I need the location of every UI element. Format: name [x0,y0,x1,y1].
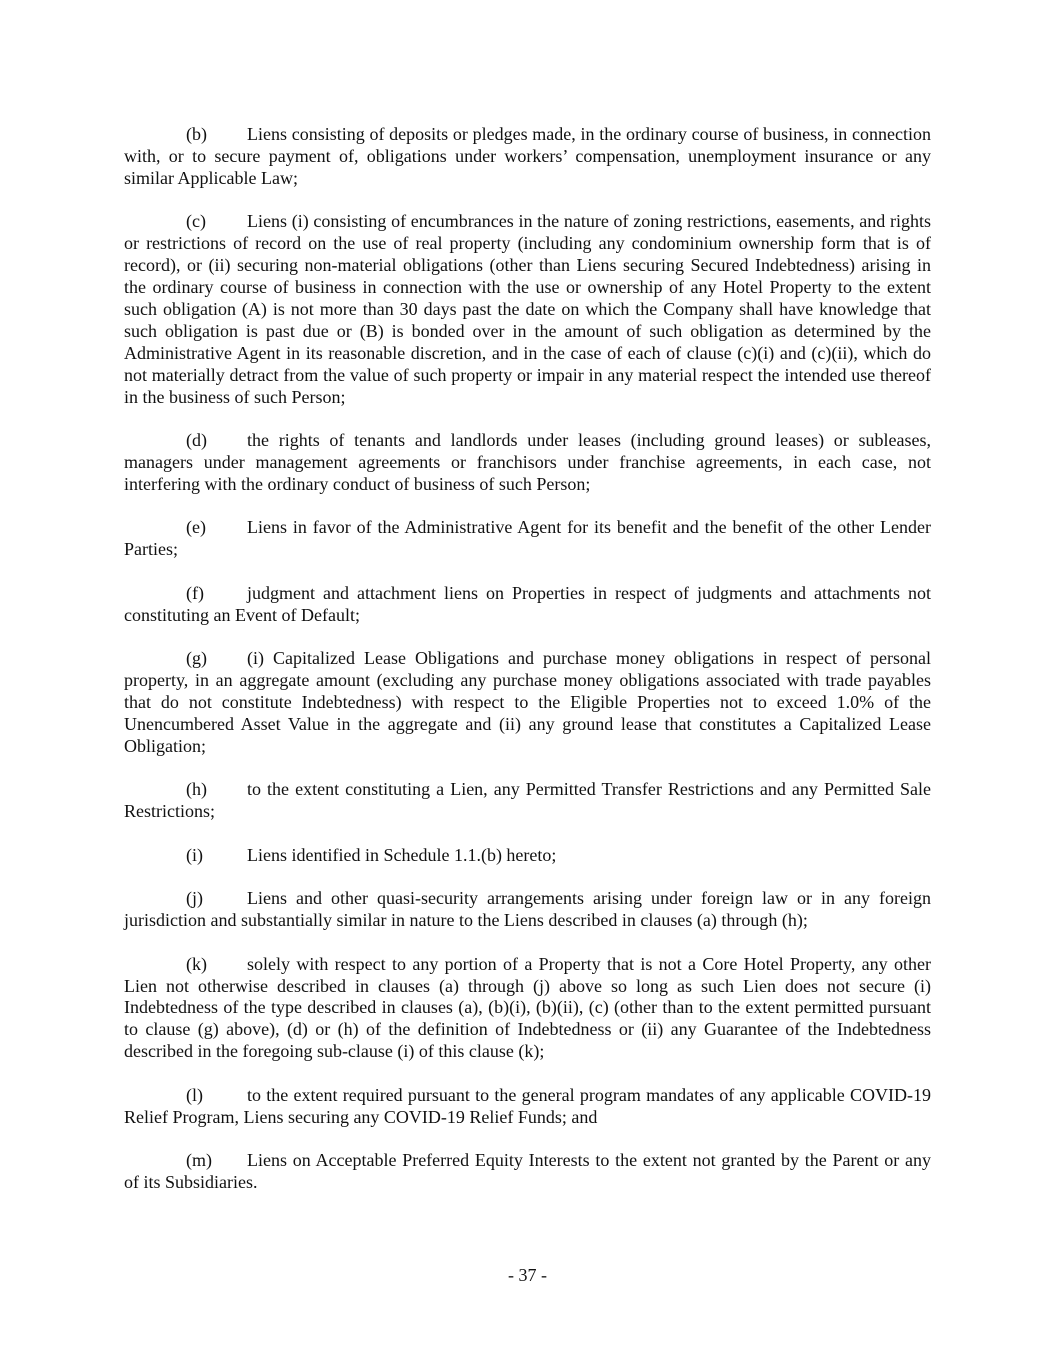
clause-text: Liens on Acceptable Preferred Equity Interests to the extent not granted by the Parent or any of its Subsidiaries. [124,1150,931,1193]
clause-text: Liens in favor of the Administrative Agent for its benefit and the benefit of the other Lender Parties; [124,517,931,560]
clause-label: (c) [186,211,206,232]
clause-text: to the extent required pursuant to the general program mandates of any applicable COVID-19 Relief Program, Liens securing any COVID-19 Relief Funds; and [124,1084,931,1127]
clause-label: (m) [186,1150,212,1171]
clause-i [124,845,931,867]
document-body [124,124,931,1216]
clause-j [124,888,931,932]
clause-text: Liens identified in Schedule 1.1.(b) hereto; [247,844,557,865]
clause-label: (d) [186,430,207,451]
clause-d [124,430,931,496]
clause-e [124,517,931,561]
clause-g [124,648,931,758]
clause-text: the rights of tenants and landlords under leases (including ground leases) or subleases, managers under management agreements or franchisors under franchise agreements, in each case, not interfering with the ordinary conduct of business of such Person; [124,430,931,494]
clause-text: solely with respect to any portion of a Property that is not a Core Hotel Property, any other Lien not otherwise described in clauses (a) through (j) above so long as such Lien does not secure (i) Indebtedness of the type described in clauses (a), (b)(i), (b)(ii), (c) (other than to the extent permitted pursuant to clause (g) above), (d) or (h) of the definition of Indebtedness or (ii) any Guarantee of the Indebtedness described in the foregoing sub-clause (i) of this clause (k); [124,953,931,1062]
clause-label: (k) [186,953,207,974]
clause-b [124,124,931,190]
clause-text: Liens consisting of deposits or pledges made, in the ordinary course of business, in connection with, or to secure payment of, obligations under workers’ compensation, unemployment insurance or any similar Applicable Law; [124,124,931,188]
clause-text: (i) Capitalized Lease Obligations and purchase money obligations in respect of personal property, in an aggregate amount (excluding any purchase money obligations associated with trade payables that do not constitute Indebtedness) with respect to the Eligible Properties not to exceed 1.0% of the Unencumbered Asset Value in the aggregate and (ii) any ground lease that constitutes a Capitalized Lease Obligation; [124,648,931,756]
clause-f [124,583,931,627]
page-number: - 37 - [508,1265,547,1285]
clause-text: judgment and attachment liens on Properties in respect of judgments and attachments not constituting an Event of Default; [124,582,931,625]
clause-label: (e) [186,517,206,538]
clause-text: to the extent constituting a Lien, any Permitted Transfer Restrictions and any Permitted Sale Restrictions; [124,779,931,822]
clause-h [124,779,931,823]
clause-label: (f) [186,582,204,603]
clause-m [124,1150,931,1194]
clause-label: (h) [186,779,207,800]
clause-text: Liens (i) consisting of encumbrances in the nature of zoning restrictions, easements, and rights or restrictions of record on the use of real property (including any condominium ownership form that is of record), or (ii) securing non-material obligations (other than Liens securing Secured Indebtedness) arising in the ordinary course of business in connection with the use or ownership of any Hotel Property to the extent such obligation (A) is not more than 30 days past the date on which the Company shall have knowledge that such obligation is past due or (B) is bonded over in the amount of such obligation as determined by the Administrative Agent in its reasonable discretion, and in the case of each of clause (c)(i) and (c)(ii), which do not materially detract from the value of such property or impair in any material respect the intended use thereof in the business of such Person; [124,211,931,407]
clause-l [124,1085,931,1129]
clause-label: (b) [186,124,207,144]
clause-label: (g) [186,648,207,669]
clause-k [124,954,931,1064]
clause-label: (l) [186,1084,203,1105]
clause-c [124,211,931,408]
clause-label: (j) [186,888,203,909]
clause-label: (i) [186,844,203,865]
clause-text: Liens and other quasi-security arrangements arising under foreign law or in any foreign jurisdiction and substantially similar in nature to the Liens described in clauses (a) through (h); [124,888,931,931]
